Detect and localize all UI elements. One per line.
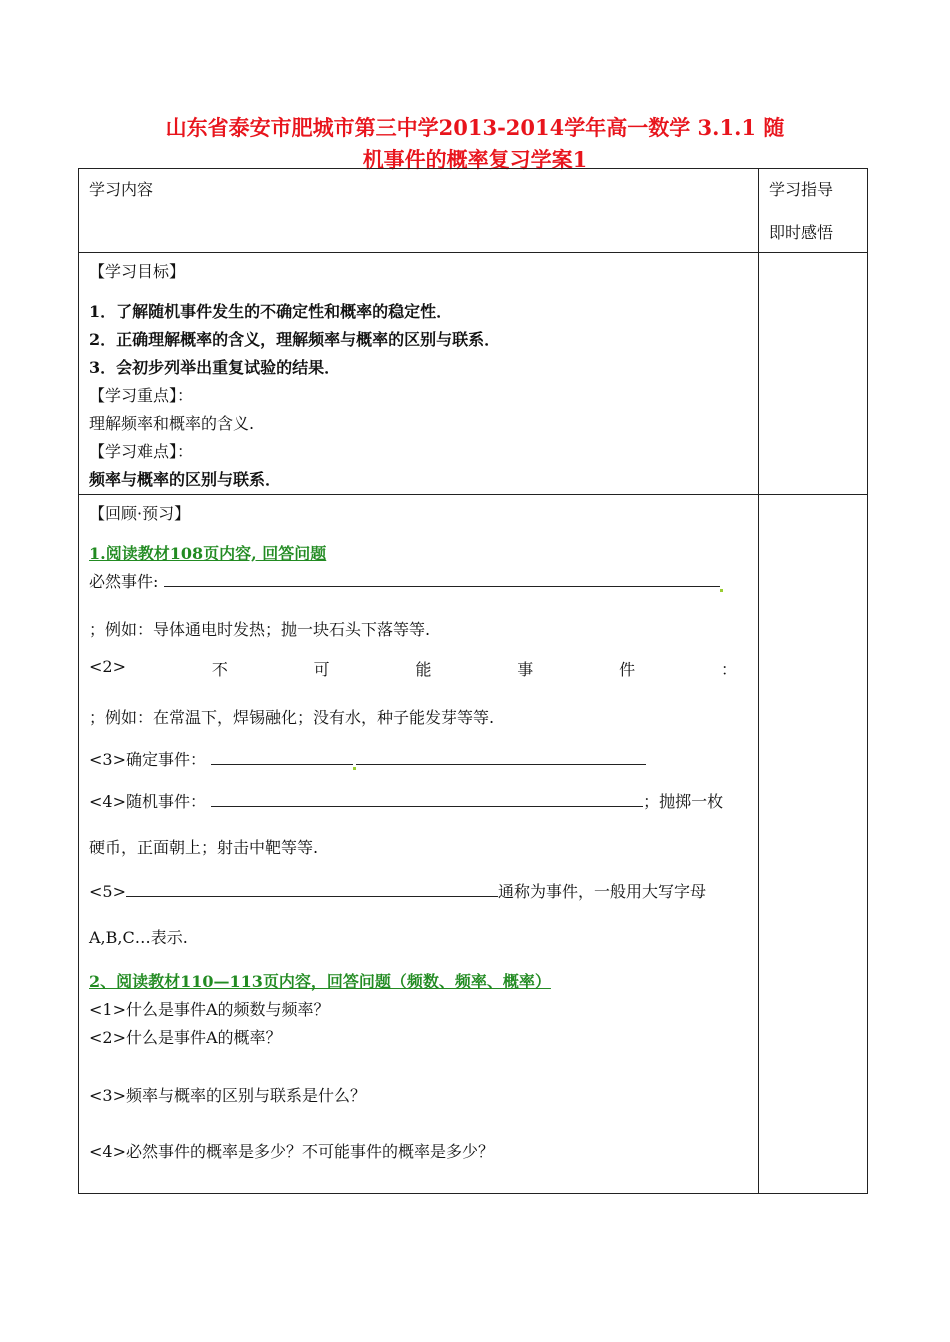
difficulty-text: 频率与概率的区别与联系． (89, 470, 282, 489)
question-2-title: 2、阅读教材110—113页内容，回答问题（频数、频率、概率） (89, 972, 551, 991)
item-5-blank[interactable] (126, 882, 498, 897)
document-title (90, 112, 860, 176)
title-line-1: 山东省泰安市肥城市第三中学2013-2014学年高一数学 3.1.1 随 (165, 115, 785, 140)
certain-event-blank[interactable] (164, 572, 720, 587)
title-line-2: 机事件的概率复习学案1 (362, 147, 588, 172)
item-5-label: <5> (89, 882, 126, 901)
question-item-2: <2>什么是事件A的概率？ (89, 1028, 282, 1047)
header-right-2: 即时感悟 (769, 223, 834, 242)
impossible-event-example: ；例如：在常温下，焊锡融化；没有水，种子能发芽等等. (89, 708, 495, 727)
review-guide-cell (759, 495, 868, 1194)
random-event-line (89, 789, 723, 812)
determined-event-label: <3>确定事件： (89, 750, 206, 769)
green-dot (720, 589, 723, 592)
certain-event-example: ；例如：导体通电时发热；抛一块石头下落等等. (89, 620, 431, 639)
goals-guide-cell (759, 253, 868, 495)
impossible-char: 能 (415, 660, 432, 679)
question-item-1: <1>什么是事件A的频数与频率？ (89, 1000, 330, 1019)
header-content-cell (79, 169, 759, 253)
determined-event-line (89, 747, 646, 770)
item-5-line (89, 879, 706, 902)
header-left: 学习内容 (89, 180, 154, 199)
item-5-tail: 通称为事件，一般用大写字母 (498, 882, 707, 901)
impossible-char: <2> (89, 657, 126, 676)
impossible-char: 件 (619, 660, 636, 679)
impossible-char: 事 (517, 660, 534, 679)
question-1-title: 1.阅读教材108页内容, 回答问题 (89, 544, 327, 563)
difficulty-heading: 【学习难点】： (89, 442, 194, 461)
impossible-char: 不 (211, 660, 228, 679)
goal-item-3: 3．会初步列举出重复试验的结果． (89, 358, 341, 377)
study-table (78, 168, 868, 1194)
item-5-continuation: A,B,C…表示. (89, 928, 188, 947)
impossible-char: 可 (313, 660, 330, 679)
goals-heading: 【学习目标】 (89, 262, 186, 281)
goal-item-1: 1．了解随机事件发生的不确定性和概率的稳定性． (89, 302, 453, 321)
determined-event-blank-a[interactable] (211, 750, 353, 765)
header-guide-cell (759, 169, 868, 253)
key-text: 理解频率和概率的含义. (89, 414, 255, 433)
question-item-3: <3>频率与概率的区别与联系是什么？ (89, 1086, 366, 1105)
random-event-tail: ；抛掷一枚 (643, 792, 724, 811)
goals-cell (79, 253, 759, 495)
question-item-4: <4>必然事件的概率是多少？不可能事件的概率是多少？ (89, 1142, 494, 1161)
random-event-continuation: 硬币，正面朝上；射击中靶等等. (89, 838, 319, 857)
random-event-blank[interactable] (211, 792, 643, 807)
impossible-event-line (89, 657, 737, 680)
impossible-char: ： (720, 660, 737, 679)
key-heading: 【学习重点】： (89, 386, 194, 405)
goal-item-2: 2．正确理解概率的含义，理解频率与概率的区别与联系． (89, 330, 501, 349)
green-dot (353, 767, 356, 770)
certain-event-label: 必然事件: (89, 572, 159, 591)
header-right-1: 学习指导 (769, 180, 834, 199)
random-event-label: <4>随机事件： (89, 792, 206, 811)
review-heading: 【回顾·预习】 (89, 504, 191, 523)
determined-event-blank-b[interactable] (356, 750, 646, 765)
review-cell (79, 495, 759, 1194)
certain-event-line (89, 569, 723, 592)
